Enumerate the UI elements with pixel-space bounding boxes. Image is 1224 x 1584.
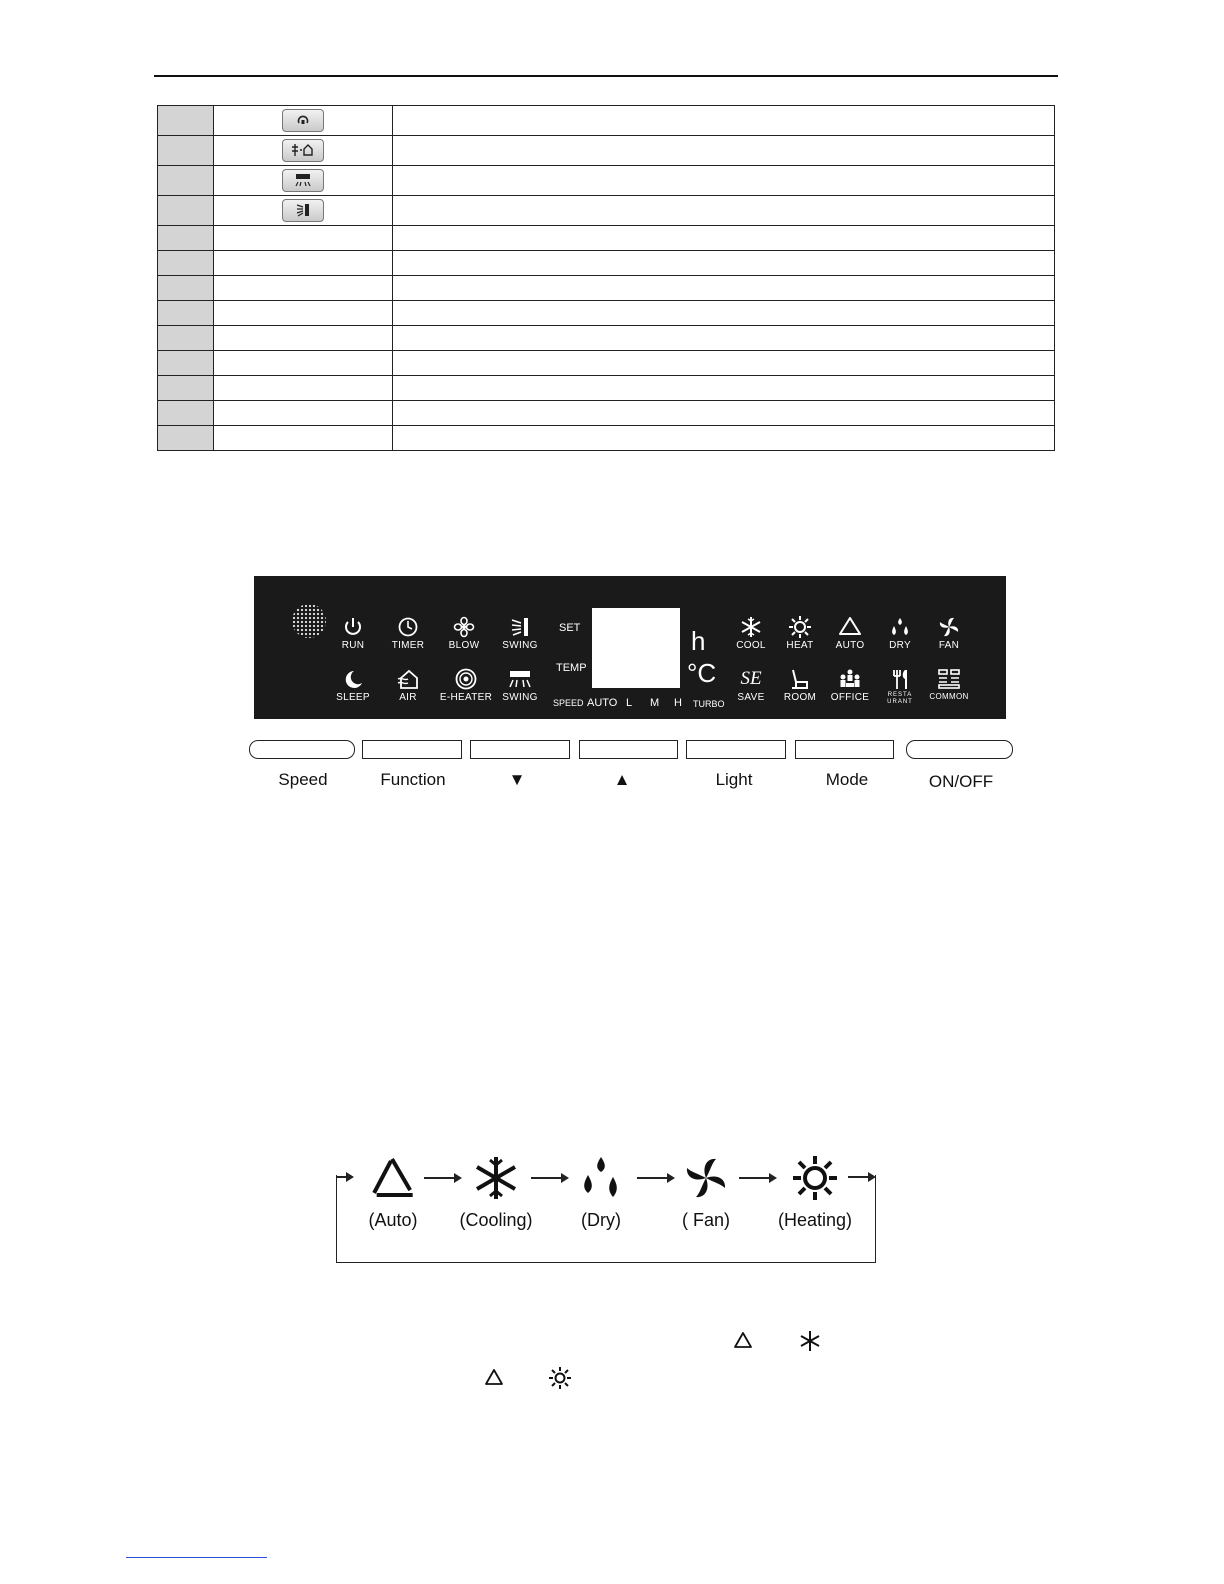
temp-unit: °C (687, 658, 717, 688)
swing-label: SWING (502, 640, 538, 651)
header-rule (154, 75, 1058, 77)
description-cell (393, 106, 1055, 136)
timer-label: TIMER (391, 640, 425, 651)
cycle-heating (770, 1155, 860, 1231)
auto-label: AUTO (835, 640, 865, 651)
auto-icon (368, 1155, 418, 1201)
cycle-dry-label: (Dry) (581, 1210, 621, 1230)
speed-mid-label: M (650, 697, 660, 709)
fan-label: FAN (938, 640, 960, 651)
row-number-cell (158, 426, 214, 451)
row-number-cell (158, 196, 214, 226)
save-label: SAVE (737, 692, 765, 703)
auto-icon (733, 1331, 753, 1351)
blow-indicator (434, 616, 494, 651)
remote-button-icon (282, 109, 324, 132)
table-row (158, 326, 1055, 351)
power-icon (342, 616, 364, 638)
row-number-cell (158, 351, 214, 376)
table-row (158, 376, 1055, 401)
sun-icon (788, 616, 812, 638)
table-row (158, 251, 1055, 276)
table-row (158, 106, 1055, 136)
swing-button-icon (282, 169, 324, 192)
row-number-cell (158, 251, 214, 276)
swing-indicator (490, 616, 550, 651)
up-button-label: ▲ (613, 770, 631, 789)
heat-label: HEAT (786, 640, 814, 651)
cycle-cooling (451, 1155, 541, 1231)
icon-cell (214, 106, 393, 136)
auto-icon (484, 1368, 504, 1388)
sleep-icon (341, 668, 365, 690)
table-row (158, 276, 1055, 301)
on-off-button-label: ON/OFF (928, 772, 994, 791)
table-row (158, 426, 1055, 451)
on-off-button[interactable] (906, 740, 1013, 759)
common-icon (937, 668, 961, 690)
table-row (158, 226, 1055, 251)
row-number-cell (158, 166, 214, 196)
cycle-auto-label: (Auto) (368, 1210, 418, 1230)
sun-icon (549, 1367, 571, 1389)
blow-label: BLOW (448, 640, 480, 651)
set-label: SET (559, 622, 581, 634)
snowflake-icon (471, 1155, 521, 1201)
mode-button[interactable] (795, 740, 894, 759)
cool-label: COOL (736, 640, 766, 651)
air-label: AIR (399, 692, 417, 703)
restaurant-icon (888, 668, 912, 690)
restaurant-label: RESTA URANT (887, 692, 913, 705)
fresh-air-button-icon (282, 139, 324, 162)
icon-cell (214, 301, 393, 326)
table-row (158, 196, 1055, 226)
icon-cell (214, 351, 393, 376)
turbo-label: TURBO (693, 699, 725, 709)
description-cell (393, 196, 1055, 226)
row-number-cell (158, 401, 214, 426)
row-number-cell (158, 106, 214, 136)
up-button[interactable] (579, 740, 678, 759)
cycle-auto (348, 1155, 438, 1231)
speed-button-label: Speed (278, 770, 328, 789)
row-number-cell (158, 136, 214, 166)
description-cell (393, 426, 1055, 451)
description-cell (393, 301, 1055, 326)
e-heater-label: E-HEATER (439, 692, 493, 703)
icon-cell (214, 401, 393, 426)
description-cell (393, 136, 1055, 166)
lcd-display (592, 608, 680, 688)
light-button[interactable] (686, 740, 786, 759)
hour-unit: h (691, 626, 706, 656)
down-button-label: ▼ (508, 770, 526, 789)
mode-button-label: Mode (825, 770, 869, 789)
temp-label: TEMP (556, 662, 587, 674)
office-icon (837, 668, 863, 690)
icon-cell (214, 136, 393, 166)
cycle-heating-label: (Heating) (777, 1210, 853, 1230)
icon-cell (214, 426, 393, 451)
auto-icon (838, 616, 862, 638)
icon-cell (214, 376, 393, 401)
snowflake-icon (739, 616, 763, 638)
speed-high-label: H (674, 697, 682, 709)
room-label: ROOM (783, 692, 817, 703)
row-number-cell (158, 226, 214, 251)
cycle-cooling-label: (Cooling) (459, 1210, 533, 1230)
table-row (158, 136, 1055, 166)
fan-indicator (919, 616, 979, 651)
air-indicator (378, 668, 438, 703)
drop-icon (888, 616, 912, 638)
row-number-cell (158, 301, 214, 326)
speed-low-label: L (626, 697, 633, 709)
cycle-dry (556, 1155, 646, 1231)
sleep-indicator (323, 668, 383, 703)
sun-icon (790, 1155, 840, 1201)
description-cell (393, 376, 1055, 401)
run-indicator (323, 616, 383, 651)
control-panel-display (254, 576, 1006, 719)
common-indicator (919, 668, 979, 701)
receiver-window-icon (292, 604, 326, 638)
swing-down-label: SWING (502, 692, 538, 703)
table-row (158, 166, 1055, 196)
function-button[interactable] (362, 740, 462, 759)
sleep-label: SLEEP (336, 692, 370, 703)
dry-label: DRY (889, 640, 911, 651)
icon-cell (214, 326, 393, 351)
icon-cell (214, 226, 393, 251)
row-number-cell (158, 276, 214, 301)
cycle-fan-label: ( Fan) (681, 1210, 730, 1230)
description-cell (393, 401, 1055, 426)
icon-cell (214, 276, 393, 301)
footer-link-underline (126, 1557, 267, 1558)
fan-icon (937, 616, 961, 638)
icon-cell (214, 166, 393, 196)
snowflake-icon (799, 1330, 821, 1352)
blow-icon (453, 616, 475, 638)
e-heater-icon (454, 668, 478, 690)
swing-icon (509, 616, 531, 638)
light-button-label: Light (715, 770, 753, 789)
speed-auto-label: AUTO (587, 697, 618, 709)
drop-icon (576, 1155, 626, 1201)
fan-icon (681, 1155, 731, 1201)
vertical-swing-button-icon (282, 199, 324, 222)
description-cell (393, 326, 1055, 351)
table-row (158, 401, 1055, 426)
timer-indicator (378, 616, 438, 651)
speed-label: SPEED (553, 698, 584, 708)
run-label: RUN (341, 640, 365, 651)
timer-icon (397, 616, 419, 638)
common-label: COMMON (929, 692, 969, 701)
room-icon (788, 668, 812, 690)
icon-cell (214, 251, 393, 276)
swing-down-indicator (490, 668, 550, 703)
office-label: OFFICE (830, 692, 870, 703)
description-cell (393, 276, 1055, 301)
icon-cell (214, 196, 393, 226)
down-button[interactable] (470, 740, 570, 759)
row-number-cell (158, 376, 214, 401)
description-cell (393, 251, 1055, 276)
e-heater-indicator (436, 668, 496, 703)
description-cell (393, 226, 1055, 251)
table-row (158, 351, 1055, 376)
function-button-label: Function (380, 770, 446, 789)
cycle-fan (661, 1155, 751, 1231)
swing-down-icon (507, 668, 533, 690)
speed-button[interactable] (249, 740, 355, 759)
description-cell (393, 351, 1055, 376)
air-icon (396, 668, 420, 690)
button-spec-table (157, 105, 1055, 451)
save-icon: SE (740, 668, 762, 689)
row-number-cell (158, 326, 214, 351)
description-cell (393, 166, 1055, 196)
table-row (158, 301, 1055, 326)
